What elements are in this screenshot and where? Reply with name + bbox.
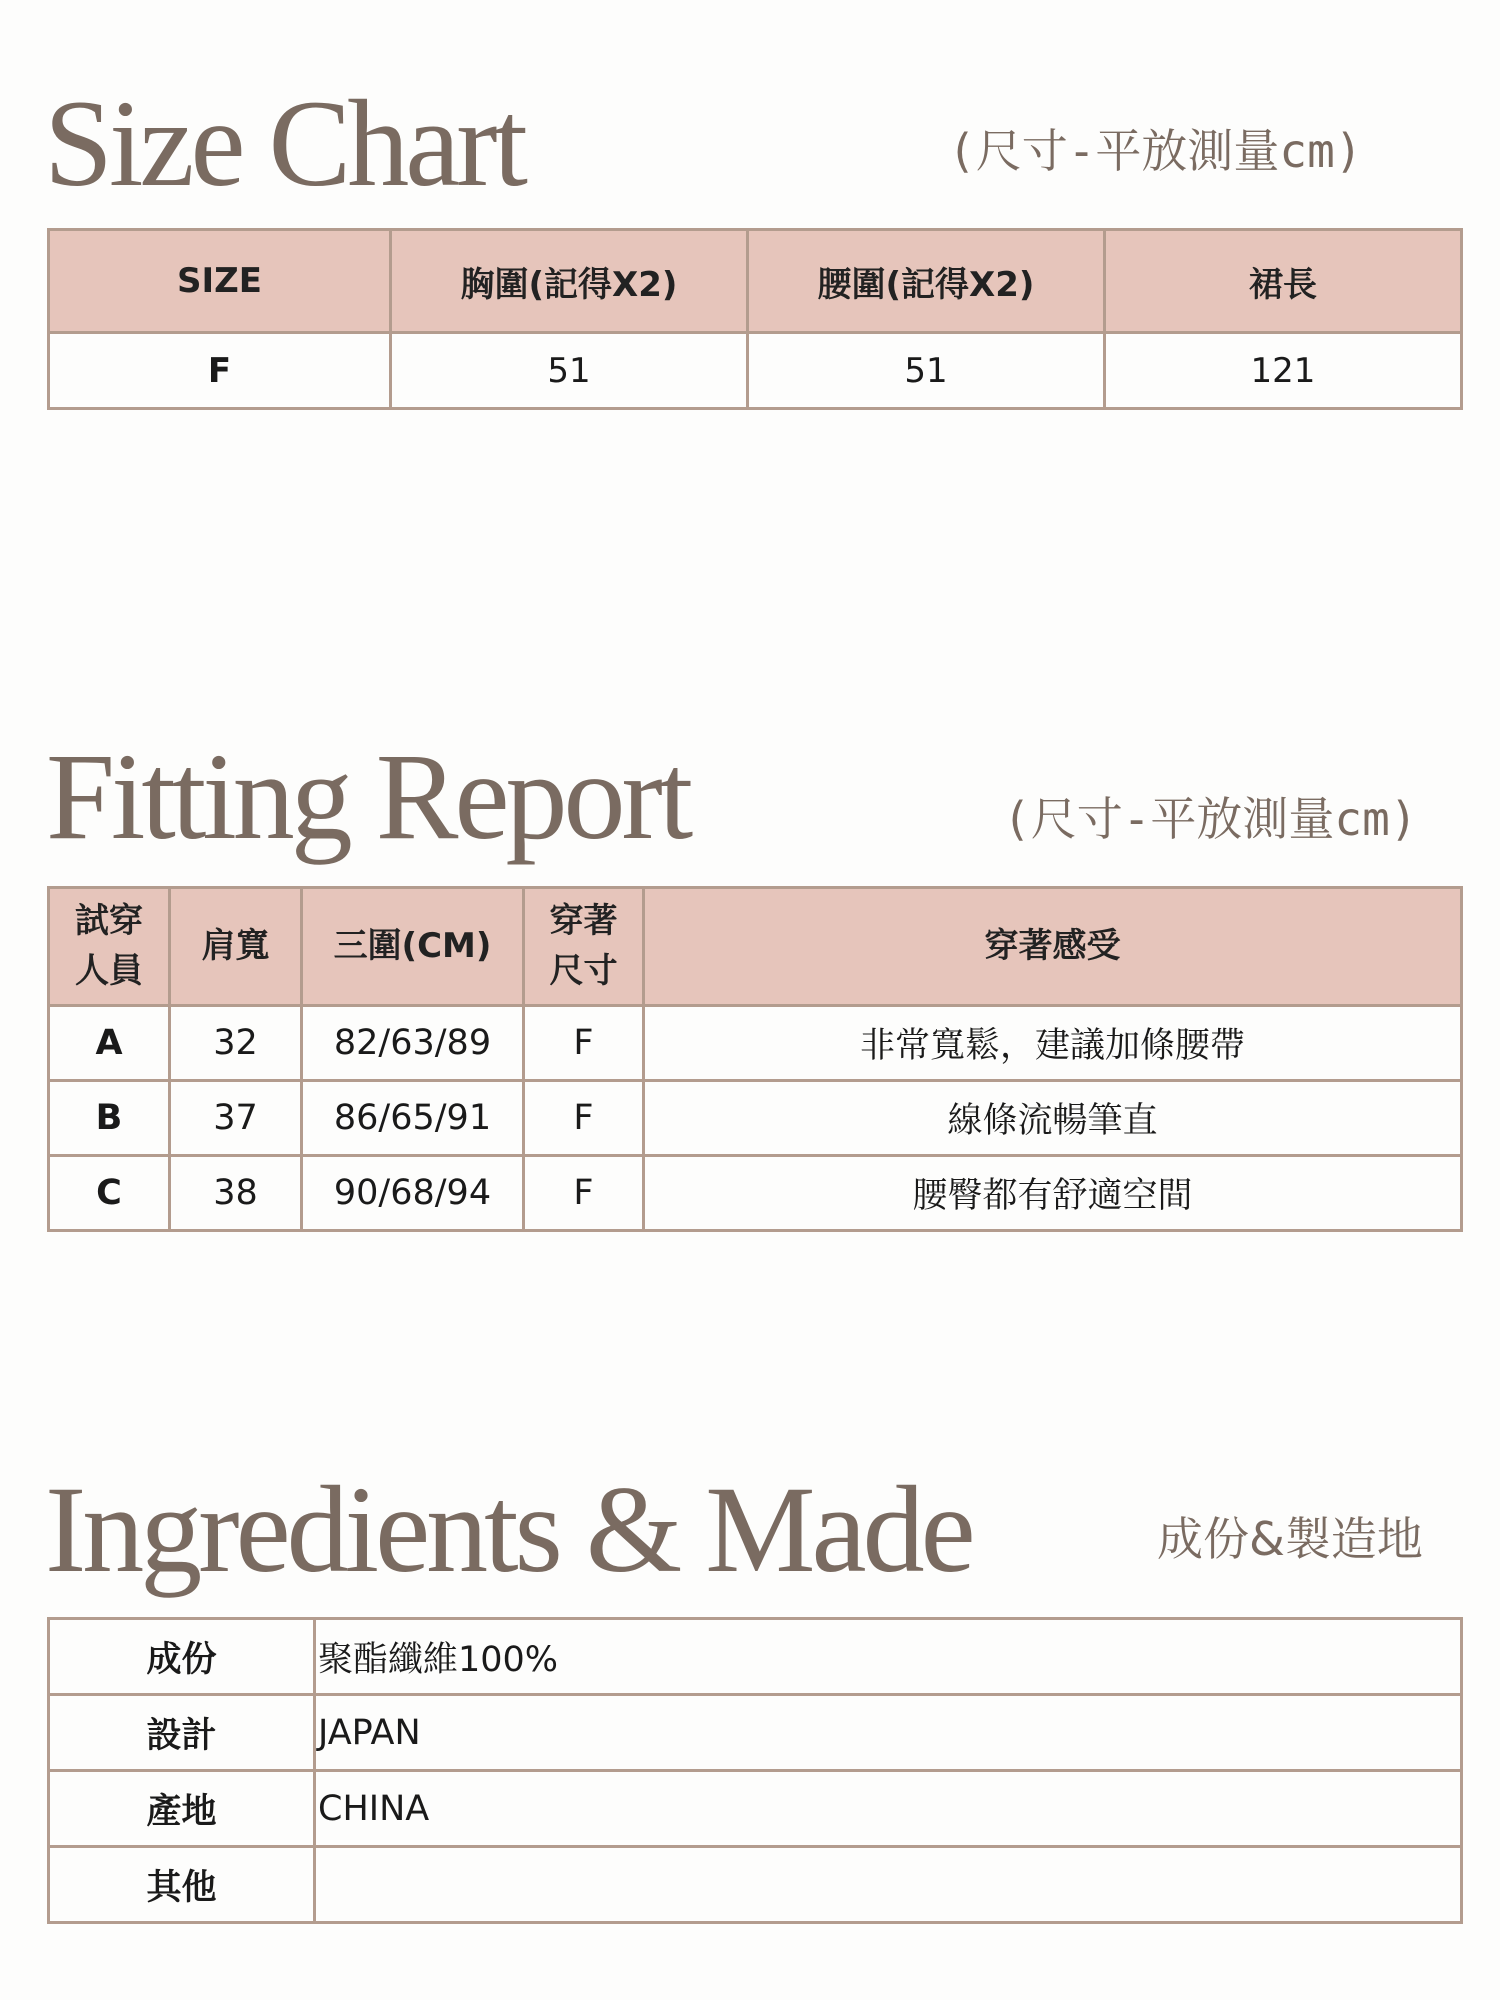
fitting-report-table — [47, 886, 1463, 1232]
size-chart-table — [47, 228, 1463, 410]
table-row — [49, 1156, 1462, 1231]
fitting-report-note: (尺寸-平放測量cm) — [1003, 792, 1418, 846]
feedback-cell: 非常寬鬆，建議加條腰帶 — [644, 1006, 1462, 1081]
fit-header-size-worn: 穿著 尺寸 — [524, 888, 644, 1006]
ingredients-table — [47, 1617, 1463, 1924]
design-value: JAPAN — [315, 1695, 1462, 1771]
fitting-header-row — [49, 888, 1462, 1006]
table-row — [49, 1006, 1462, 1081]
table-row — [49, 1771, 1462, 1847]
table-row — [49, 333, 1462, 409]
table-row — [49, 1619, 1462, 1695]
shoulder-cell: 37 — [170, 1081, 302, 1156]
tester-cell: C — [49, 1156, 170, 1231]
fit-header-tester: 試穿 人員 — [49, 888, 170, 1006]
size-chart-note: (尺寸-平放測量cm) — [948, 124, 1363, 178]
shoulder-cell: 32 — [170, 1006, 302, 1081]
feedback-cell: 腰臀都有舒適空間 — [644, 1156, 1462, 1231]
design-label: 設計 — [49, 1695, 315, 1771]
feedback-cell: 線條流暢筆直 — [644, 1081, 1462, 1156]
size-worn-cell: F — [524, 1006, 644, 1081]
size-header-length: 裙長 — [1105, 230, 1462, 333]
measurements-cell: 82/63/89 — [302, 1006, 524, 1081]
table-row — [49, 1081, 1462, 1156]
size-header-size: SIZE — [49, 230, 391, 333]
fit-header-feedback: 穿著感受 — [644, 888, 1462, 1006]
fit-header-measurements: 三圍(CM) — [302, 888, 524, 1006]
table-row — [49, 1695, 1462, 1771]
size-header-bust: 胸圍(記得X2) — [391, 230, 748, 333]
other-value — [315, 1847, 1462, 1923]
origin-label: 產地 — [49, 1771, 315, 1847]
ingredient-label: 成份 — [49, 1619, 315, 1695]
size-chart-title: Size Chart — [44, 75, 524, 212]
waist-cell: 51 — [748, 333, 1105, 409]
origin-value: CHINA — [315, 1771, 1462, 1847]
table-row — [49, 1847, 1462, 1923]
fit-header-shoulder: 肩寬 — [170, 888, 302, 1006]
tester-cell: B — [49, 1081, 170, 1156]
ingredients-title: Ingredients & Made — [45, 1461, 972, 1598]
length-cell: 121 — [1105, 333, 1462, 409]
measurements-cell: 86/65/91 — [302, 1081, 524, 1156]
ingredient-value: 聚酯纖維100% — [315, 1619, 1462, 1695]
measurements-cell: 90/68/94 — [302, 1156, 524, 1231]
ingredients-note: 成份&製造地 — [1157, 1512, 1423, 1566]
size-header-waist: 腰圍(記得X2) — [748, 230, 1105, 333]
bust-cell: 51 — [391, 333, 748, 409]
other-label: 其他 — [49, 1847, 315, 1923]
shoulder-cell: 38 — [170, 1156, 302, 1231]
fitting-report-title: Fitting Report — [46, 728, 690, 865]
size-cell: F — [49, 333, 391, 409]
size-worn-cell: F — [524, 1156, 644, 1231]
size-worn-cell: F — [524, 1081, 644, 1156]
tester-cell: A — [49, 1006, 170, 1081]
size-chart-header-row — [49, 230, 1462, 333]
